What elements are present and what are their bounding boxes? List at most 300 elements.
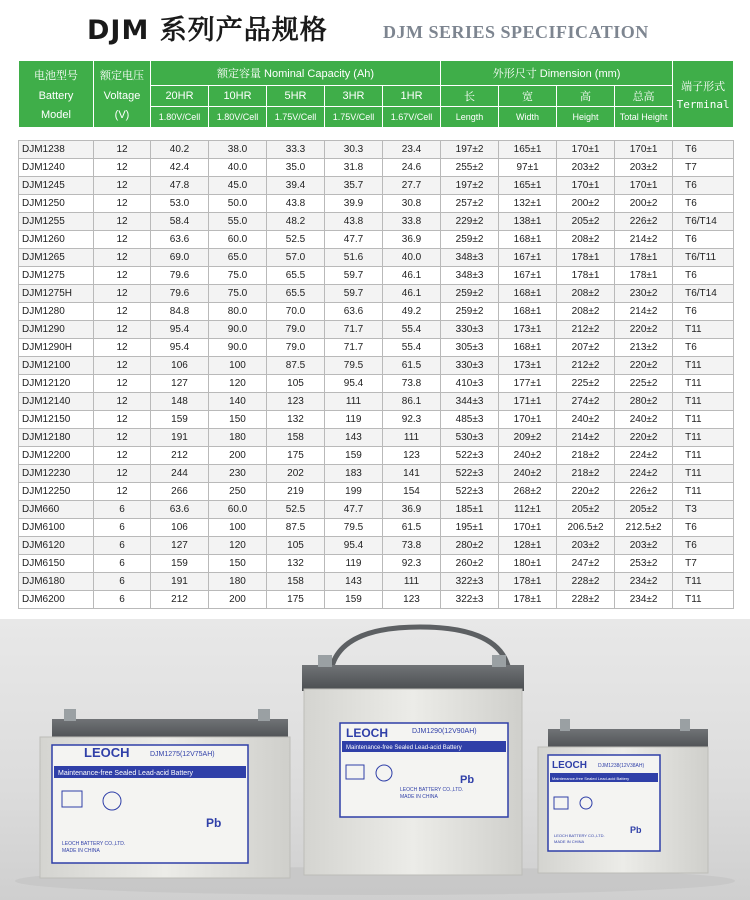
cell-cap-10hr: 60.0 (209, 501, 267, 519)
cell-cap-10hr: 200 (209, 591, 267, 609)
cell-cap-3hr: 59.7 (325, 267, 383, 285)
page-title: DJM 系列产品规格 (87, 15, 328, 46)
cell-cap-10hr: 38.0 (209, 141, 267, 159)
cell-cap-20hr: 148 (151, 393, 209, 411)
cell-cap-3hr: 43.8 (325, 213, 383, 231)
cell-cap-3hr: 143 (325, 573, 383, 591)
cell-model: DJM1275 (19, 267, 94, 285)
cell-cap-3hr: 31.8 (325, 159, 383, 177)
cell-cap-3hr: 79.5 (325, 357, 383, 375)
cell-cap-20hr: 84.8 (151, 303, 209, 321)
cell-height: 206.5±2 (557, 519, 615, 537)
cell-cap-20hr: 266 (151, 483, 209, 501)
header-rate: 1HR (383, 86, 441, 107)
cell-cap-3hr: 159 (325, 447, 383, 465)
cell-width: 167±1 (499, 249, 557, 267)
cell-length: 330±3 (441, 357, 499, 375)
cell-model: DJM12100 (19, 357, 94, 375)
cell-terminal: T11 (673, 591, 734, 609)
spec-table-body (19, 141, 734, 609)
cell-terminal: T6 (673, 141, 734, 159)
cell-model: DJM1265 (19, 249, 94, 267)
cell-total-height: 203±2 (615, 537, 673, 555)
cell-voltage: 12 (94, 483, 151, 501)
cell-model: DJM6180 (19, 573, 94, 591)
cell-total-height: 224±2 (615, 447, 673, 465)
cell-cap-5hr: 35.0 (267, 159, 325, 177)
cell-cap-10hr: 150 (209, 555, 267, 573)
battery-left-terminal (258, 709, 270, 721)
cell-width: 138±1 (499, 213, 557, 231)
cell-total-height: 178±1 (615, 267, 673, 285)
cell-cap-5hr: 105 (267, 537, 325, 555)
cell-cap-5hr: 105 (267, 375, 325, 393)
cell-total-height: 234±2 (615, 591, 673, 609)
cell-cap-10hr: 75.0 (209, 267, 267, 285)
cell-width: 178±1 (499, 591, 557, 609)
cell-model: DJM1260 (19, 231, 94, 249)
cell-cap-1hr: 141 (383, 465, 441, 483)
cell-length: 259±2 (441, 231, 499, 249)
cell-height: 178±1 (557, 267, 615, 285)
cell-total-height: 213±2 (615, 339, 673, 357)
cell-width: 128±1 (499, 537, 557, 555)
cell-length: 522±3 (441, 483, 499, 501)
cell-total-height: 240±2 (615, 411, 673, 429)
cell-model: DJM12140 (19, 393, 94, 411)
cell-cap-1hr: 111 (383, 573, 441, 591)
cell-cap-10hr: 180 (209, 573, 267, 591)
header-rate: 3HR (325, 86, 383, 107)
cell-cap-10hr: 65.0 (209, 249, 267, 267)
header-rate: 5HR (267, 86, 325, 107)
header-dim-cn: 宽 (499, 86, 557, 107)
battery-left-brand: LEOCH (84, 745, 130, 760)
cell-total-height: 230±2 (615, 285, 673, 303)
cell-total-height: 178±1 (615, 249, 673, 267)
product-photo (0, 619, 750, 900)
header-model-cn: 电池型号 (34, 70, 78, 82)
cell-cap-3hr: 95.4 (325, 375, 383, 393)
table-row (19, 357, 734, 375)
cell-model: DJM6150 (19, 555, 94, 573)
table-row (19, 177, 734, 195)
header-dim-cn: 总高 (615, 86, 673, 107)
cell-cap-10hr: 120 (209, 537, 267, 555)
table-row (19, 321, 734, 339)
cell-cap-1hr: 92.3 (383, 411, 441, 429)
cell-length: 197±2 (441, 177, 499, 195)
cell-height: 203±2 (557, 537, 615, 555)
cell-cap-1hr: 111 (383, 429, 441, 447)
cell-cap-10hr: 90.0 (209, 321, 267, 339)
cell-width: 240±2 (499, 465, 557, 483)
cell-cap-20hr: 191 (151, 429, 209, 447)
cell-cap-3hr: 95.4 (325, 537, 383, 555)
cell-height: 208±2 (557, 231, 615, 249)
header-model-en2: Model (41, 109, 71, 121)
cell-height: 214±2 (557, 429, 615, 447)
cell-cap-5hr: 158 (267, 573, 325, 591)
cell-cap-1hr: 40.0 (383, 249, 441, 267)
battery-center-lid (302, 665, 524, 691)
cell-cap-20hr: 47.8 (151, 177, 209, 195)
cell-voltage: 12 (94, 159, 151, 177)
cell-cap-10hr: 75.0 (209, 285, 267, 303)
cell-cap-1hr: 55.4 (383, 339, 441, 357)
cell-height: 228±2 (557, 591, 615, 609)
cell-model: DJM1245 (19, 177, 94, 195)
cell-cap-5hr: 79.0 (267, 321, 325, 339)
cell-cap-1hr: 36.9 (383, 501, 441, 519)
cell-length: 322±3 (441, 573, 499, 591)
cell-cap-10hr: 45.0 (209, 177, 267, 195)
cell-terminal: T6/T14 (673, 285, 734, 303)
cell-cap-20hr: 106 (151, 519, 209, 537)
cell-length: 522±3 (441, 447, 499, 465)
cell-length: 255±2 (441, 159, 499, 177)
cell-total-height: 200±2 (615, 195, 673, 213)
cell-cap-1hr: 92.3 (383, 555, 441, 573)
cell-voltage: 12 (94, 447, 151, 465)
battery-right-maker: LEOCH BATTERY CO.,LTD. (554, 833, 605, 838)
table-row (19, 573, 734, 591)
cell-length: 257±2 (441, 195, 499, 213)
cell-voltage: 12 (94, 411, 151, 429)
cell-cap-5hr: 123 (267, 393, 325, 411)
cell-terminal: T6 (673, 231, 734, 249)
cell-height: 212±2 (557, 357, 615, 375)
cell-width: 209±2 (499, 429, 557, 447)
header-gap (19, 128, 734, 141)
header-capacity: 额定容量 Nominal Capacity (Ah) (151, 61, 441, 86)
battery-center-terminal (492, 655, 506, 667)
table-row (19, 501, 734, 519)
cell-terminal: T11 (673, 483, 734, 501)
battery-photo-svg (0, 619, 750, 900)
battery-right-terminal (680, 719, 690, 731)
cell-width: 170±1 (499, 519, 557, 537)
cell-length: 348±3 (441, 267, 499, 285)
cell-width: 171±1 (499, 393, 557, 411)
cell-model: DJM1255 (19, 213, 94, 231)
cell-cap-3hr: 119 (325, 555, 383, 573)
cell-cap-5hr: 219 (267, 483, 325, 501)
cell-cap-1hr: 33.8 (383, 213, 441, 231)
header-terminal-cn: 端子形式 (681, 80, 726, 93)
cell-terminal: T11 (673, 429, 734, 447)
cell-width: 173±1 (499, 357, 557, 375)
battery-right-brand: LEOCH (552, 760, 587, 771)
cell-cap-20hr: 42.4 (151, 159, 209, 177)
cell-model: DJM12120 (19, 375, 94, 393)
cell-voltage: 12 (94, 393, 151, 411)
cell-cap-20hr: 58.4 (151, 213, 209, 231)
header-dim-en: Width (499, 107, 557, 128)
cell-voltage: 12 (94, 339, 151, 357)
cell-length: 259±2 (441, 285, 499, 303)
cell-cap-5hr: 43.8 (267, 195, 325, 213)
cell-cap-5hr: 87.5 (267, 519, 325, 537)
battery-left-subtitle: Maintenance-free Sealed Lead-acid Battery (58, 770, 194, 777)
cell-model: DJM12200 (19, 447, 94, 465)
cell-cap-1hr: 30.8 (383, 195, 441, 213)
cell-total-height: 220±2 (615, 357, 673, 375)
cell-length: 280±2 (441, 537, 499, 555)
cell-model: DJM1290 (19, 321, 94, 339)
cell-cap-10hr: 60.0 (209, 231, 267, 249)
cell-cap-20hr: 63.6 (151, 501, 209, 519)
cell-width: 268±2 (499, 483, 557, 501)
cell-width: 132±1 (499, 195, 557, 213)
table-row (19, 213, 734, 231)
cell-terminal: T6 (673, 303, 734, 321)
battery-left-maker: LEOCH BATTERY CO.,LTD. (62, 841, 126, 847)
cell-cap-1hr: 46.1 (383, 267, 441, 285)
table-row (19, 159, 734, 177)
cell-cap-3hr: 30.3 (325, 141, 383, 159)
cell-terminal: T11 (673, 447, 734, 465)
cell-total-height: 280±2 (615, 393, 673, 411)
table-row (19, 231, 734, 249)
cell-voltage: 12 (94, 141, 151, 159)
battery-center-brand: LEOCH (346, 726, 388, 740)
cell-voltage: 12 (94, 375, 151, 393)
cell-terminal: T6/T11 (673, 249, 734, 267)
battery-right-subtitle: Maintenance-free Sealed Lead-acid Battery (552, 776, 630, 781)
cell-total-height: 212.5±2 (615, 519, 673, 537)
header-rate: 10HR (209, 86, 267, 107)
cell-voltage: 12 (94, 429, 151, 447)
cell-voltage: 12 (94, 303, 151, 321)
cell-height: 203±2 (557, 159, 615, 177)
battery-center-pb: Pb (460, 774, 475, 786)
cell-cap-1hr: 23.4 (383, 141, 441, 159)
cell-voltage: 12 (94, 267, 151, 285)
cell-cap-1hr: 46.1 (383, 285, 441, 303)
cell-voltage: 6 (94, 573, 151, 591)
table-row (19, 249, 734, 267)
cell-cap-5hr: 65.5 (267, 267, 325, 285)
cell-total-height: 203±2 (615, 159, 673, 177)
cell-voltage: 6 (94, 537, 151, 555)
cell-total-height: 205±2 (615, 501, 673, 519)
cell-height: 200±2 (557, 195, 615, 213)
table-row (19, 537, 734, 555)
cell-terminal: T11 (673, 465, 734, 483)
cell-height: 170±1 (557, 141, 615, 159)
cell-terminal: T6 (673, 339, 734, 357)
cell-width: 97±1 (499, 159, 557, 177)
cell-terminal: T11 (673, 357, 734, 375)
cell-cap-20hr: 95.4 (151, 339, 209, 357)
cell-cap-5hr: 70.0 (267, 303, 325, 321)
cell-voltage: 12 (94, 285, 151, 303)
header-terminal (673, 61, 734, 128)
table-row (19, 393, 734, 411)
cell-model: DJM1250 (19, 195, 94, 213)
header-dim-en: Total Height (615, 107, 673, 128)
cell-cap-1hr: 154 (383, 483, 441, 501)
table-row (19, 285, 734, 303)
cell-model: DJM12180 (19, 429, 94, 447)
cell-terminal: T6 (673, 267, 734, 285)
cell-cap-5hr: 202 (267, 465, 325, 483)
cell-cap-3hr: 63.6 (325, 303, 383, 321)
cell-model: DJM660 (19, 501, 94, 519)
header-dim-en: Length (441, 107, 499, 128)
cell-cap-3hr: 111 (325, 393, 383, 411)
cell-height: 212±2 (557, 321, 615, 339)
cell-cap-10hr: 80.0 (209, 303, 267, 321)
header-voltage-cn: 额定电压 (100, 70, 144, 82)
cell-cap-3hr: 59.7 (325, 285, 383, 303)
cell-cap-10hr: 100 (209, 519, 267, 537)
cell-length: 259±2 (441, 303, 499, 321)
cell-model: DJM12250 (19, 483, 94, 501)
header-dim-en: Height (557, 107, 615, 128)
header-dim-cn: 长 (441, 86, 499, 107)
battery-right-pb: Pb (630, 825, 642, 835)
cell-cap-1hr: 73.8 (383, 375, 441, 393)
cell-total-height: 220±2 (615, 321, 673, 339)
cell-height: 205±2 (557, 213, 615, 231)
cell-total-height: 225±2 (615, 375, 673, 393)
header-model-en: Battery (38, 90, 74, 102)
cell-voltage: 12 (94, 321, 151, 339)
cell-cap-5hr: 65.5 (267, 285, 325, 303)
battery-right-model: DJM1238(12V38AH) (598, 763, 645, 769)
cell-length: 410±3 (441, 375, 499, 393)
cell-cap-1hr: 123 (383, 447, 441, 465)
table-row (19, 429, 734, 447)
battery-center-origin: MADE IN CHINA (400, 794, 438, 800)
cell-total-height: 224±2 (615, 465, 673, 483)
cell-voltage: 6 (94, 555, 151, 573)
cell-terminal: T7 (673, 159, 734, 177)
cell-cap-5hr: 132 (267, 555, 325, 573)
cell-cap-5hr: 87.5 (267, 357, 325, 375)
cell-length: 197±2 (441, 141, 499, 159)
cell-width: 170±1 (499, 411, 557, 429)
battery-right-terminal (560, 719, 570, 731)
cell-cap-10hr: 55.0 (209, 213, 267, 231)
cell-cap-10hr: 230 (209, 465, 267, 483)
cell-length: 305±3 (441, 339, 499, 357)
cell-cap-20hr: 127 (151, 537, 209, 555)
table-row (19, 591, 734, 609)
table-row (19, 195, 734, 213)
cell-length: 185±1 (441, 501, 499, 519)
cell-cap-1hr: 27.7 (383, 177, 441, 195)
cell-cap-20hr: 106 (151, 357, 209, 375)
cell-model: DJM12230 (19, 465, 94, 483)
cell-width: 165±1 (499, 141, 557, 159)
cell-cap-5hr: 39.4 (267, 177, 325, 195)
cell-cap-10hr: 120 (209, 375, 267, 393)
cell-cap-3hr: 119 (325, 411, 383, 429)
cell-total-height: 214±2 (615, 231, 673, 249)
header-voltage-unit: (V) (114, 109, 130, 121)
cell-width: 177±1 (499, 375, 557, 393)
cell-height: 205±2 (557, 501, 615, 519)
cell-height: 240±2 (557, 411, 615, 429)
cell-cap-10hr: 40.0 (209, 159, 267, 177)
cell-width: 168±1 (499, 339, 557, 357)
title-bar (0, 0, 750, 58)
header-cutoff: 1.75V/Cell (267, 107, 325, 128)
cell-model: DJM6100 (19, 519, 94, 537)
cell-length: 530±3 (441, 429, 499, 447)
table-row (19, 483, 734, 501)
cell-total-height: 234±2 (615, 573, 673, 591)
cell-terminal: T7 (673, 555, 734, 573)
cell-cap-1hr: 36.9 (383, 231, 441, 249)
header-terminal-en: Terminal (676, 97, 730, 111)
battery-left-terminal (64, 709, 76, 721)
cell-length: 322±3 (441, 591, 499, 609)
battery-left-pb: Pb (206, 816, 222, 830)
cell-terminal: T6 (673, 537, 734, 555)
table-row (19, 555, 734, 573)
page-title-english: DJM SERIES SPECIFICATION (383, 22, 649, 42)
battery-left-origin: MADE IN CHINA (62, 848, 100, 854)
cell-cap-1hr: 123 (383, 591, 441, 609)
cell-cap-3hr: 79.5 (325, 519, 383, 537)
cell-terminal: T11 (673, 393, 734, 411)
cell-width: 180±1 (499, 555, 557, 573)
cell-total-height: 253±2 (615, 555, 673, 573)
table-row (19, 447, 734, 465)
battery-center-terminal (318, 655, 332, 667)
cell-cap-20hr: 69.0 (151, 249, 209, 267)
cell-total-height: 170±1 (615, 177, 673, 195)
cell-cap-5hr: 175 (267, 591, 325, 609)
cell-terminal: T6 (673, 177, 734, 195)
cell-terminal: T11 (673, 573, 734, 591)
cell-height: 207±2 (557, 339, 615, 357)
cell-cap-1hr: 61.5 (383, 357, 441, 375)
cell-voltage: 6 (94, 501, 151, 519)
cell-model: DJM6200 (19, 591, 94, 609)
cell-width: 178±1 (499, 573, 557, 591)
cell-cap-3hr: 159 (325, 591, 383, 609)
cell-height: 218±2 (557, 447, 615, 465)
cell-height: 225±2 (557, 375, 615, 393)
header-model (19, 61, 94, 128)
cell-cap-20hr: 63.6 (151, 231, 209, 249)
battery-center (302, 627, 524, 875)
cell-cap-1hr: 73.8 (383, 537, 441, 555)
cell-length: 330±3 (441, 321, 499, 339)
cell-voltage: 12 (94, 177, 151, 195)
cell-voltage: 12 (94, 249, 151, 267)
cell-total-height: 214±2 (615, 303, 673, 321)
cell-cap-20hr: 212 (151, 447, 209, 465)
cell-length: 195±1 (441, 519, 499, 537)
cell-terminal: T11 (673, 321, 734, 339)
cell-width: 173±1 (499, 321, 557, 339)
cell-cap-1hr: 24.6 (383, 159, 441, 177)
cell-cap-3hr: 47.7 (325, 231, 383, 249)
cell-cap-20hr: 244 (151, 465, 209, 483)
table-row (19, 375, 734, 393)
table-row (19, 303, 734, 321)
battery-center-subtitle: Maintenance-free Sealed Lead-acid Battery (346, 745, 462, 751)
header-rate: 20HR (151, 86, 209, 107)
cell-cap-10hr: 200 (209, 447, 267, 465)
cell-length: 348±3 (441, 249, 499, 267)
